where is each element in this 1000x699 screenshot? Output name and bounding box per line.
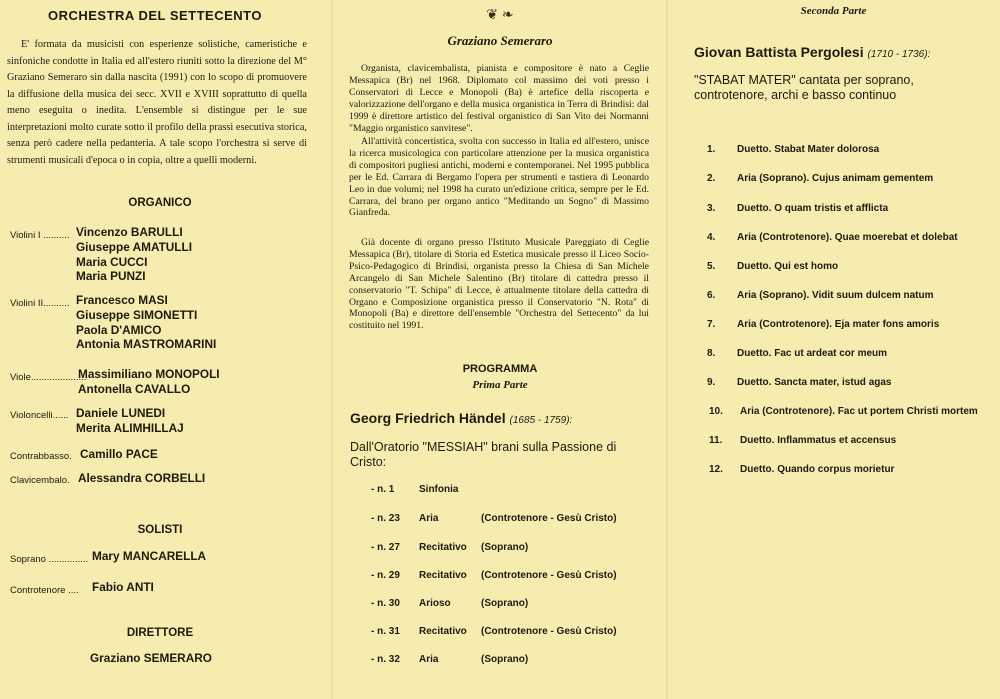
item-number: - n. 23 (371, 513, 400, 524)
item-type: Recitativo (419, 570, 467, 581)
member-name: Giuseppe SIMONETTI (76, 307, 198, 322)
movement-title: Aria (Soprano). Vidit suum dulcem natum (737, 290, 934, 301)
role-label: Viole..................... (10, 372, 87, 383)
role-label: Violini II.......... (10, 298, 70, 309)
movement-number: 4. (707, 232, 716, 243)
item-type: Recitativo (419, 542, 467, 553)
movement-number: 9. (707, 377, 716, 388)
member-name: Massimiliano MONOPOLI (78, 367, 220, 381)
item-role: (Soprano) (481, 598, 529, 609)
member-name: Giuseppe AMATULLI (76, 239, 192, 254)
movement-number: 3. (707, 203, 716, 214)
item-type: Aria (419, 654, 439, 665)
item-role: (Controtenore - Gesù Cristo) (481, 513, 617, 524)
movement-title: Aria (Controtenore). Quae moerebat et dolebat (737, 232, 958, 243)
soloist-name: Fabio ANTI (92, 580, 154, 594)
name-list (76, 293, 216, 352)
orchestra-title: ORCHESTRA DEL SETTECENTO (47, 8, 262, 23)
work-description: "STABAT MATER" cantata per soprano, controtenore, archi e basso continuo (694, 73, 914, 102)
direttore-heading: DIRETTORE (126, 627, 194, 639)
role-label: Violini I .......... (10, 230, 70, 241)
movement-title: Duetto. Inflammatus et accensus (740, 435, 897, 446)
item-role: (Controtenore - Gesù Cristo) (481, 570, 617, 581)
member-name: Merita ALIMHILLAJ (76, 420, 184, 435)
member-name: Daniele LUNEDI (76, 406, 166, 420)
movement-number: 6. (707, 290, 716, 301)
member-name: Antonia MASTROMARINI (76, 337, 217, 352)
member-name: Maria PUNZI (76, 269, 146, 284)
conductor-name: Graziano SEMERARO (90, 651, 212, 665)
member-name: Vincenzo BARULLI (76, 225, 183, 239)
composer-name: Georg Friedrich Händel (350, 410, 506, 426)
item-type: Aria (419, 513, 439, 524)
movement-title: Duetto. Sancta mater, istud agas (737, 377, 892, 388)
member-name: Paola D'AMICO (76, 322, 162, 337)
member-name: Antonella CAVALLO (78, 381, 191, 396)
organico-heading: ORGANICO (128, 197, 192, 209)
movement-number: 10. (709, 406, 723, 417)
programma-heading: PROGRAMMA (462, 363, 538, 375)
biography-paragraph: Già docente di organo presso l'Istituto Musicale Pareggiato di Ceglie Messapica (Br), titolare di Storia ed Estetica musicale presso il Liceo Socio-Psico-Pedagogico di Brindisi, organista presso la Chiesa di San Michele Arcangelo di San Michele Salentino (Br) titolare di cattedra presso il conservatorio "T. Schipa" di Lecce, è attualmente titolare della cattedra di Organo e Composizione organistica presso il Conservatorio "N. Rota" di Monopoli (Ba) e direttore dell'ensemble "Orchestra del Settecento" da lui costituito nel 1991. (349, 237, 649, 332)
biography-title: Graziano Semeraro (447, 33, 553, 48)
movement-number: 2. (707, 173, 716, 184)
role-label: Clavicembalo. (10, 475, 70, 486)
movement-number: 1. (707, 144, 716, 155)
member-name: Maria CUCCI (76, 254, 148, 269)
movement-title: Duetto. Quando corpus morietur (740, 464, 895, 475)
prima-parte-heading: Prima Parte (472, 379, 528, 391)
item-number: - n. 30 (371, 598, 400, 609)
composer-name: Giovan Battista Pergolesi (694, 44, 864, 60)
item-type: Arioso (419, 598, 451, 609)
item-role: (Soprano) (481, 654, 529, 665)
name-list (92, 580, 154, 595)
seconda-parte-heading: Seconda Parte (800, 5, 867, 17)
name-list (80, 447, 158, 462)
item-role: (Controtenore - Gesù Cristo) (481, 626, 617, 637)
role-label: Violoncelli...... (10, 410, 69, 421)
member-name: Alessandra CORBELLI (78, 471, 206, 485)
movement-title: Aria (Controtenore). Eja mater fons amoris (737, 319, 940, 330)
ornament-icon: ❦ ❧ (486, 6, 514, 22)
movement-title: Aria (Soprano). Cujus animam gementem (737, 173, 934, 184)
composer-years: (1710 - 1736): (867, 49, 931, 60)
movement-title: Duetto. O quam tristis et afflicta (737, 203, 889, 214)
name-list (78, 471, 205, 486)
movement-number: 11. (709, 435, 723, 446)
work-description: Dall'Oratorio "MESSIAH" brani sulla Passione di Cristo: (350, 440, 617, 469)
item-type: Sinfonia (419, 484, 459, 495)
solisti-heading: SOLISTI (137, 524, 183, 536)
movement-number: 5. (707, 261, 716, 272)
role-label: Soprano ............... (10, 554, 89, 565)
item-role: (Soprano) (481, 542, 529, 553)
item-number: - n. 1 (371, 484, 395, 495)
composer-handel (350, 410, 572, 426)
movement-title: Duetto. Qui est homo (737, 261, 839, 272)
name-list (76, 406, 184, 436)
member-name: Francesco MASI (76, 293, 168, 307)
movement-number: 12. (709, 464, 723, 475)
item-number: - n. 31 (371, 626, 400, 637)
movement-number: 8. (707, 348, 716, 359)
item-number: - n. 29 (371, 570, 400, 581)
composer-years: (1685 - 1759): (509, 415, 573, 426)
movement-number: 7. (707, 319, 716, 330)
item-number: - n. 32 (371, 654, 400, 665)
member-name: Camillo PACE (80, 447, 158, 461)
biography-paragraph: Organista, clavicembalista, pianista e compositore è nato a Ceglie Messapica (Br) nel 1968. Diplomato col massimo dei voti presso i Conservatori di Lecce e Monopoli (Ba) è artefice della riscoperta e valorizzazione dell'organo e della musica organistica in Terra di Brindisi: dal 1999 è direttore artistico del festival organistico di San Vito dei Normanni "Maggio organistico sanvitese". (349, 63, 649, 134)
movement-title: Duetto. Stabat Mater dolorosa (737, 144, 880, 155)
panel-semeraro-programma (333, 0, 667, 699)
name-list (92, 549, 206, 564)
item-type: Recitativo (419, 626, 467, 637)
movement-title: Duetto. Fac ut ardeat cor meum (737, 348, 888, 359)
name-list (76, 225, 192, 284)
name-list (78, 367, 220, 397)
movement-title: Aria (Controtenore). Fac ut portem Christi mortem (740, 406, 978, 417)
orchestra-description: E' formata da musicisti con esperienze solistiche, cameristiche e sinfoniche condotte in Italia ed all'estero riuniti sotto la direzione del M° Graziano Semeraro sin dalla nascita (1991) con lo scopo di promuovere la diffusione della musica dei secc. XVII e XVIII soprattutto di quella meno eseguita o inedita. L'ensemble si distingue per le sue interpretazioni molto curate sotto il profilo della prassi esecutiva storica, senza però cadere nella pedanteria. A tale scopo l'orchestra si serve di strumenti musicali d'epoca o in copia, oltre a quelli moderni. (7, 39, 307, 166)
biography-paragraph: All'attività concertistica, svolta con successo in Italia ed all'estero, unisce la ricerca musicologica con particolare attenzione per la musica organistica di compositori pugliesi antichi, moderni e contemporanei. Nel 1995 pubblica per le Ed. Carrara di Bergamo l'opera per strumenti e tastiera di Leonardo Leo in due volumi; nel 1998 ha curato un'edizione critica, sempre per le Ed. Carrara, del brano per organo antico "Meditando un Sogno" di Massimo Gianfreda. (349, 136, 649, 219)
panel-orchestra (0, 0, 330, 699)
role-label: Controtenore .... (10, 585, 79, 596)
item-number: - n. 27 (371, 542, 400, 553)
soloist-name: Mary MANCARELLA (92, 549, 207, 563)
composer-pergolesi (694, 44, 930, 60)
panel-seconda-parte (667, 0, 1000, 699)
role-label: Contrabbasso. (10, 451, 72, 462)
